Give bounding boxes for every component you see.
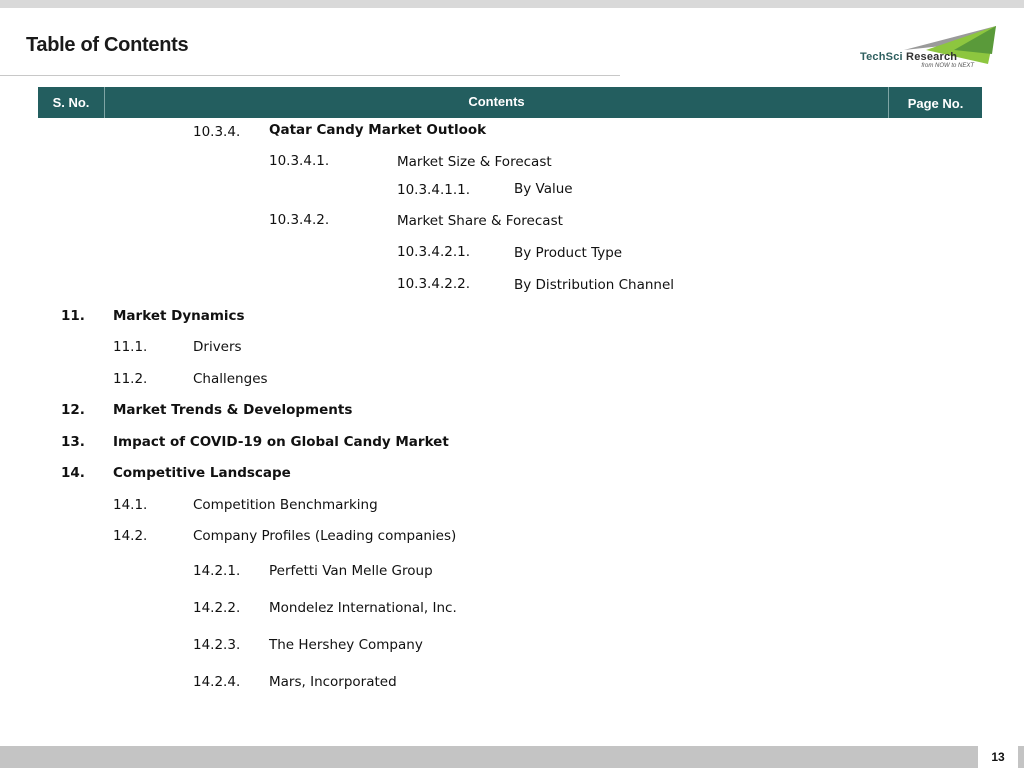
entry-num: 11. xyxy=(61,308,85,324)
entry-text: By Value xyxy=(514,181,573,197)
entry-text: Market Size & Forecast xyxy=(397,154,552,170)
title-divider xyxy=(0,75,620,76)
entry-text: Market Share & Forecast xyxy=(397,213,563,229)
entry-num: 14.2.2. xyxy=(193,600,241,616)
entry-text: Mondelez International, Inc. xyxy=(269,600,457,616)
entry-num: 14.2.1. xyxy=(193,563,241,579)
logo-brand-part2: Research xyxy=(906,51,958,63)
entry-num: 14.2.3. xyxy=(193,637,241,653)
entry-text: The Hershey Company xyxy=(269,637,423,653)
entry-num: 13. xyxy=(61,434,85,450)
entry-num: 11.2. xyxy=(113,371,148,387)
entry-num: 10.3.4. xyxy=(193,124,241,140)
toc-header xyxy=(38,87,982,118)
entry-text: By Product Type xyxy=(514,245,623,261)
entry-num: 10.3.4.1.1. xyxy=(397,182,470,198)
header-sno: S. No. xyxy=(38,87,105,118)
entry-text: Competitive Landscape xyxy=(113,465,291,481)
entry-num: 10.3.4.1. xyxy=(269,153,330,169)
entry-num: 11.1. xyxy=(113,339,148,355)
techsci-logo xyxy=(856,24,1002,74)
entry-text: Qatar Candy Market Outlook xyxy=(269,122,487,138)
entry-text: By Distribution Channel xyxy=(514,277,675,293)
header-contents: Contents xyxy=(105,87,889,118)
page-number: 13 xyxy=(991,750,1005,764)
entry-text: Drivers xyxy=(193,339,242,355)
entry-num: 14. xyxy=(61,465,85,481)
page-title: Table of Contents xyxy=(26,34,189,56)
entry-num: 12. xyxy=(61,402,85,418)
entry-num: 14.2.4. xyxy=(193,674,241,690)
logo-tagline: from NOW to NEXT xyxy=(921,63,974,69)
entry-num: 10.3.4.2.2. xyxy=(397,276,470,292)
entry-num: 14.1. xyxy=(113,497,148,513)
entry-text: Perfetti Van Melle Group xyxy=(269,563,433,579)
header-page-no: Page No. xyxy=(907,96,964,111)
footer-edge xyxy=(1018,746,1024,768)
logo-brand xyxy=(860,51,957,63)
entry-text: Market Trends & Developments xyxy=(113,402,353,418)
entry-text: Challenges xyxy=(193,371,268,387)
entry-num: 10.3.4.2.1. xyxy=(397,244,470,260)
entry-text: Mars, Incorporated xyxy=(269,674,397,690)
entry-text: Company Profiles (Leading companies) xyxy=(193,528,457,544)
entry-num: 10.3.4.2. xyxy=(269,212,330,228)
entry-text: Market Dynamics xyxy=(113,308,245,324)
entry-num: 14.2. xyxy=(113,528,148,544)
footer-band xyxy=(0,746,978,768)
entry-text: Impact of COVID-19 on Global Candy Market xyxy=(113,434,449,450)
logo-brand-part1: TechSci xyxy=(860,51,903,63)
top-band xyxy=(0,0,1024,8)
entry-text: Competition Benchmarking xyxy=(193,497,378,513)
